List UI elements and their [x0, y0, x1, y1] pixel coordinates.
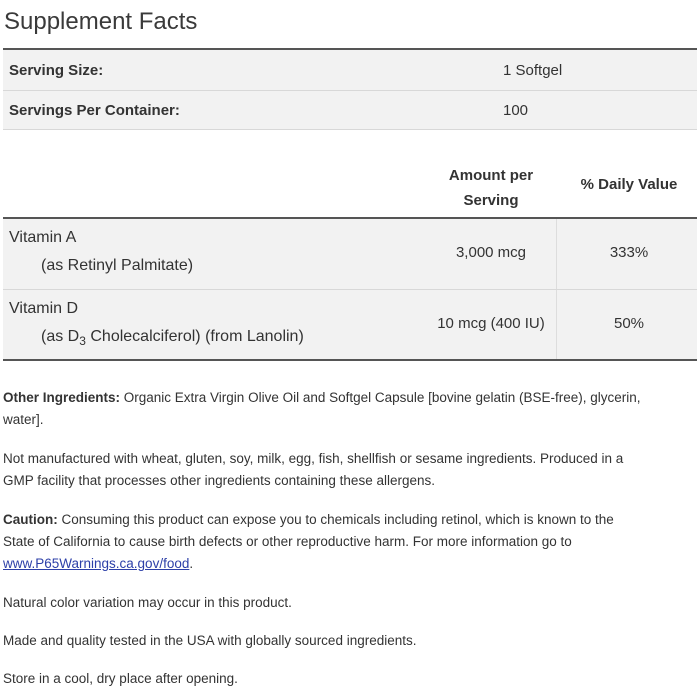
nutrient-source: (as Retinyl Palmitate)	[41, 257, 194, 274]
nutrient-row-vitamin-d	[3, 290, 697, 360]
serving-size-row	[3, 50, 697, 90]
table-header	[3, 155, 697, 217]
amount-header-line2: Serving	[463, 192, 519, 209]
serving-size-label: Serving Size:	[9, 61, 104, 79]
divider	[3, 129, 697, 130]
column-divider	[556, 290, 557, 360]
nutrient-daily-value: 333%	[609, 244, 649, 261]
nutrient-name: Vitamin A	[9, 229, 77, 246]
source-subscript: 3	[79, 334, 86, 348]
table-bottom-rule	[3, 359, 697, 361]
caution-statement	[3, 509, 697, 575]
amount-per-serving-header	[431, 163, 551, 213]
allergen-line1: Not manufactured with wheat, gluten, soy, milk, egg, fish, shellfish or sesame ingredients. Produced in a	[3, 451, 624, 466]
nutrient-name: Vitamin D	[9, 300, 79, 317]
nutrient-daily-value: 50%	[613, 315, 645, 332]
storage-note: Store in a cool, dry place after opening.	[3, 671, 238, 686]
allergen-statement	[3, 448, 697, 492]
daily-value-header: % Daily Value	[580, 176, 678, 193]
servings-per-container-value: 100	[503, 101, 529, 119]
nutrient-amount: 3,000 mcg	[455, 244, 527, 261]
serving-size-value: 1 Softgel	[503, 61, 563, 79]
other-ingredients-label: Other Ingredients:	[3, 390, 121, 405]
other-ingredients	[3, 387, 697, 431]
nutrient-row-vitamin-a	[3, 219, 697, 289]
servings-per-container-row	[3, 91, 697, 129]
servings-per-container-label: Servings Per Container:	[9, 101, 180, 119]
page-title: Supplement Facts	[4, 8, 198, 35]
nutrient-amount: 10 mcg (400 IU)	[437, 315, 545, 332]
caution-line2: State of California to cause birth defects or other reproductive harm. For more information go to	[3, 534, 572, 549]
made-in-usa-note: Made and quality tested in the USA with globally sourced ingredients.	[3, 633, 417, 648]
source-suffix: Cholecalciferol) (from Lanolin)	[85, 328, 304, 345]
other-ingredients-text-cont: water].	[3, 412, 44, 427]
nutrient-source	[41, 328, 304, 346]
caution-label: Caution:	[3, 512, 58, 527]
caution-line1: Consuming this product can expose you to chemicals including retinol, which is known to the	[57, 512, 614, 527]
column-divider	[556, 219, 557, 289]
other-ingredients-text: Organic Extra Virgin Olive Oil and Softgel Capsule [bovine gelatin (BSE-free), glycerin,	[120, 390, 641, 405]
amount-header-line1: Amount per	[448, 167, 534, 184]
allergen-line2: GMP facility that processes other ingredients containing these allergens.	[3, 473, 435, 488]
color-variation-note: Natural color variation may occur in this product.	[3, 595, 292, 610]
link-suffix: .	[189, 556, 194, 571]
p65-warnings-link[interactable]: www.P65Warnings.ca.gov/food	[3, 556, 190, 571]
source-prefix: (as D	[41, 328, 80, 345]
